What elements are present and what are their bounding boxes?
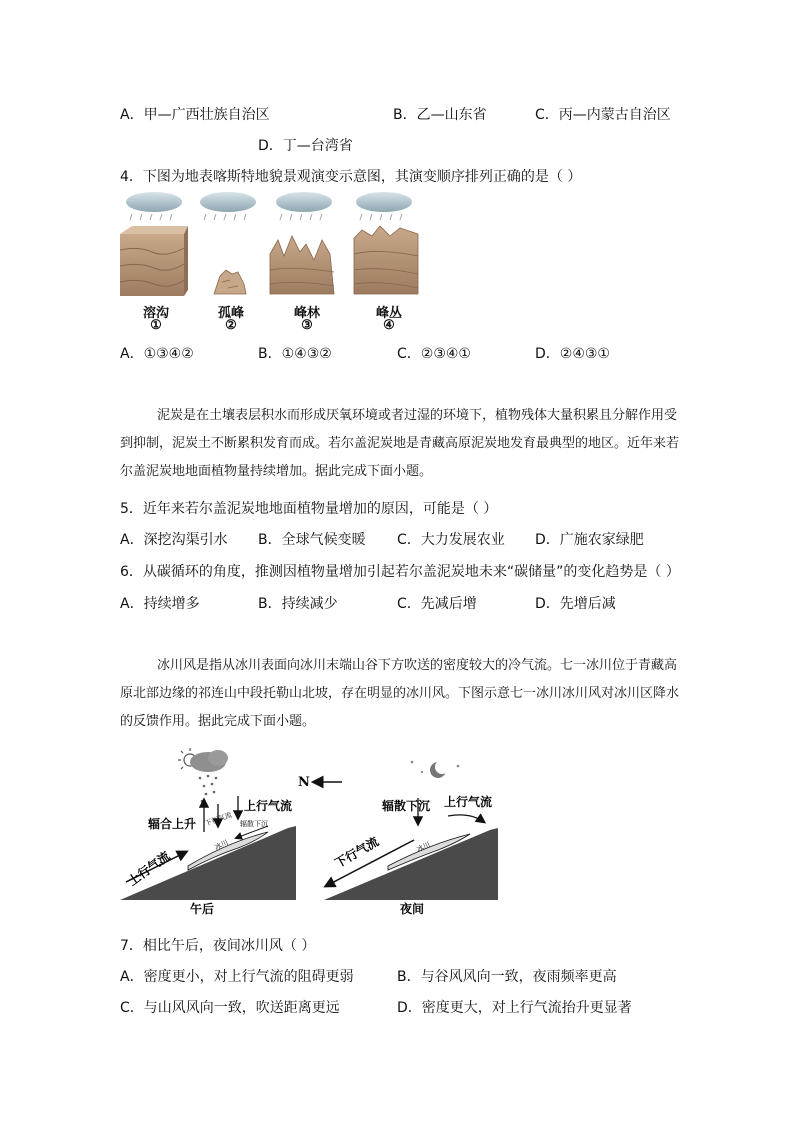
moon-stars-icon (411, 760, 460, 778)
label-glacier-left: 冰川 (213, 838, 230, 852)
karst-label-2: 孤峰 (217, 306, 244, 321)
q6-option-c: C．先减后增 (397, 596, 477, 612)
q5-option-a: A．深挖沟渠引水 (120, 532, 228, 548)
label-diverge-small: 辐散下沉 (240, 820, 268, 828)
label-upflow-right: 上行气流 (444, 795, 493, 809)
karst-num-4: ④ (383, 318, 395, 333)
label-diverge-sink: 辐散下沉 (382, 799, 431, 813)
q7-stem: 7．相比午后，夜间冰川风（ ） (120, 938, 316, 954)
karst-label-3: 峰林 (293, 306, 320, 321)
karst-label-1: 溶沟 (142, 306, 169, 321)
karst-num-3: ③ (301, 318, 313, 333)
q3-option-b: B．乙—山东省 (393, 107, 487, 123)
label-slope-downflow: 下行气流 (332, 834, 382, 871)
q3-option-a: A．甲—广西壮族自治区 (120, 107, 270, 123)
cloud-rain-icon (126, 192, 412, 220)
label-glacier-right: 冰川 (415, 840, 432, 854)
q5-stem: 5．近年来若尔盖泥炭地地面植物量增加的原因，可能是（ ） (120, 501, 498, 517)
passage-glacier-wind: 冰川风是指从冰川表面向冰川末端山谷下方吹送的密度较大的冷气流。七一冰川位于青藏高原北部边缘的祁连山中段托勒山北坡，存在明显的冰川风。下图示意七一冰川冰川风对冰川区降水的反馈作用。据此完成下面小题。 (120, 658, 680, 729)
q4-option-d: D．②④③① (535, 346, 610, 362)
q6-option-a: A．持续增多 (120, 596, 200, 612)
q5-option-b: B．全球气候变暖 (258, 532, 366, 548)
q6-option-d: D．先增后减 (535, 596, 616, 612)
q6-option-b: B．持续减少 (258, 596, 338, 612)
q7-option-a: A．密度更小，对上行气流的阻碍更弱 (120, 969, 354, 985)
glacier-wind-figure (118, 746, 518, 916)
night-panel (324, 760, 498, 900)
karst-peak-cluster (354, 226, 418, 294)
q7-option-d: D．密度更大，对上行气流抬升更显著 (397, 1000, 632, 1016)
label-upflow-left: 上行气流 (244, 799, 293, 813)
q4-stem: 4．下图为地表喀斯特地貌景观演变示意图，其演变顺序排列正确的是（ ） (120, 169, 582, 185)
q5-option-c: C．大力发展农业 (397, 532, 505, 548)
karst-num-2: ② (225, 318, 237, 333)
caption-night: 夜间 (400, 902, 425, 916)
q6-stem: 6．从碳循环的角度，推测因植物量增加引起若尔盖泥炭地未来“碳储量”的变化趋势是（ ） (120, 564, 680, 580)
label-downflow-small: 下行气流 (203, 810, 233, 828)
karst-block-grooves (120, 226, 188, 296)
q3-option-d: D．丁—台湾省 (258, 138, 353, 154)
passage-peatland: 泥炭是在土壤表层积水而形成厌氧环境或者过湿的环境下，植物残体大量积累且分解作用受到抑制，泥炭土不断累积发育而成。若尔盖泥炭地是青藏高原泥炭地发育最典型的地区。近年来若尔盖泥炭地地面植物量持续增加。据此完成下面小题。 (120, 408, 680, 479)
karst-isolated-peak (214, 270, 246, 294)
q4-option-b: B．①④③② (258, 346, 332, 362)
karst-num-1: ① (150, 318, 162, 333)
karst-peak-forest (270, 236, 334, 294)
caption-afternoon: 午后 (190, 902, 215, 916)
q4-option-c: C．②③④① (397, 346, 471, 362)
q5-option-d: D．广施农家绿肥 (535, 532, 644, 548)
label-converge-rise: 辐合上升 (148, 817, 197, 831)
q4-option-a: A．①③④② (120, 346, 194, 362)
q7-option-b: B．与谷风风向一致，夜雨频率更高 (397, 969, 617, 985)
q3-option-c: C．丙—内蒙古自治区 (535, 107, 671, 123)
label-slope-upflow: 上行气流 (125, 848, 173, 889)
karst-label-4: 峰丛 (375, 306, 402, 321)
q7-option-c: C．与山风风向一致，吹送距离更远 (120, 1000, 340, 1016)
north-label: N (298, 775, 310, 790)
